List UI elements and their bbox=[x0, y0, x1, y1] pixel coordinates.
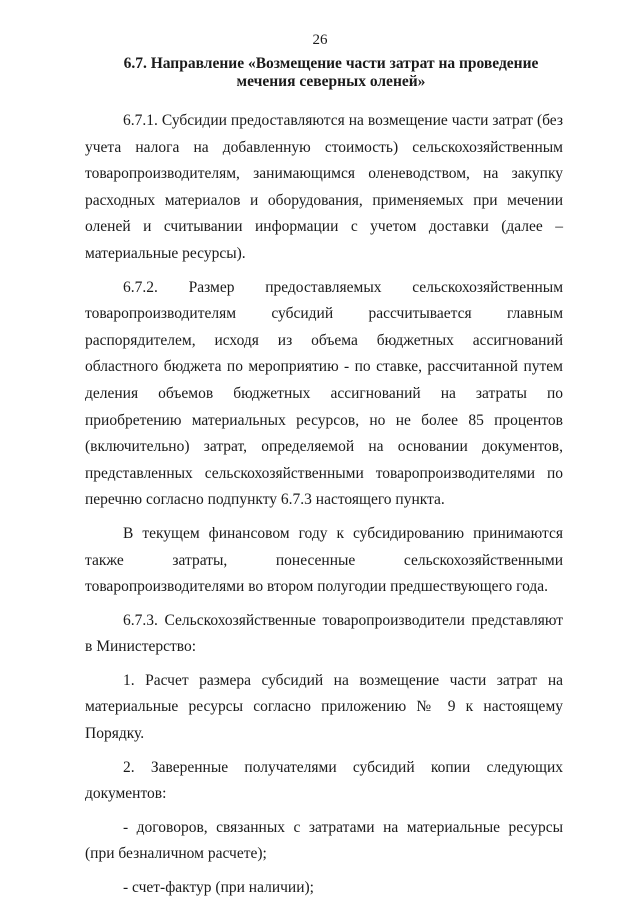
page-number: 26 bbox=[312, 32, 328, 48]
list-subitem-invoices: - счет-фактур (при наличии); bbox=[123, 879, 314, 897]
section-heading-line-1: 6.7. Направление «Возмещение части затрат на проведение bbox=[123, 55, 539, 72]
paragraph-current-year: В текущем финансовом году к субсидированию принимаются также затраты, понесенные сельскохозяйственными товаропроизводителями во втором полугодии предшествующего года. bbox=[85, 524, 563, 596]
section-heading-line-2: мечения северных оленей» bbox=[236, 73, 426, 90]
list-item-2: 2. Заверенные получателями субсидий копии следующих документов: bbox=[85, 758, 563, 803]
document-body bbox=[85, 108, 563, 909]
paragraph-6-7-3: 6.7.3. Сельскохозяйственные товаропроизводители представляют в Министерство: bbox=[85, 611, 563, 656]
list-subitem-contracts: - договоров, связанных с затратами на материальные ресурсы (при безналичном расчете); bbox=[85, 818, 563, 863]
list-item-1: 1. Расчет размера субсидий на возмещение части затрат на материальные ресурсы согласно приложению № 9 к настоящему Порядку. bbox=[85, 671, 563, 743]
paragraph-6-7-1: 6.7.1. Субсидии предоставляются на возмещение части затрат (без учета налога на добавленную стоимость) сельскохозяйственным товаропроизводителям, занимающимся оленеводством, на закупку расходных материалов и оборудования, применяемых при мечении оленей и считывании информации с учетом доставки (далее – материальные ресурсы). bbox=[85, 112, 563, 262]
paragraph-6-7-2: 6.7.2. Размер предоставляемых сельскохозяйственным товаропроизводителям субсидий рассчитывается главным распорядителем, исходя из объема бюджетных ассигнований областного бюджета по мероприятию - по ставке, рассчитанной путем деления объемов бюджетных ассигнований на затраты по приобретению материальных ресурсов, но не более 85 процентов (включительно) затрат, определяемой на основании документов, представленных сельскохозяйственными товаропроизводителями по перечню согласно подпункту 6.7.3 настоящего пункта. bbox=[85, 278, 563, 509]
section-heading bbox=[100, 55, 562, 91]
